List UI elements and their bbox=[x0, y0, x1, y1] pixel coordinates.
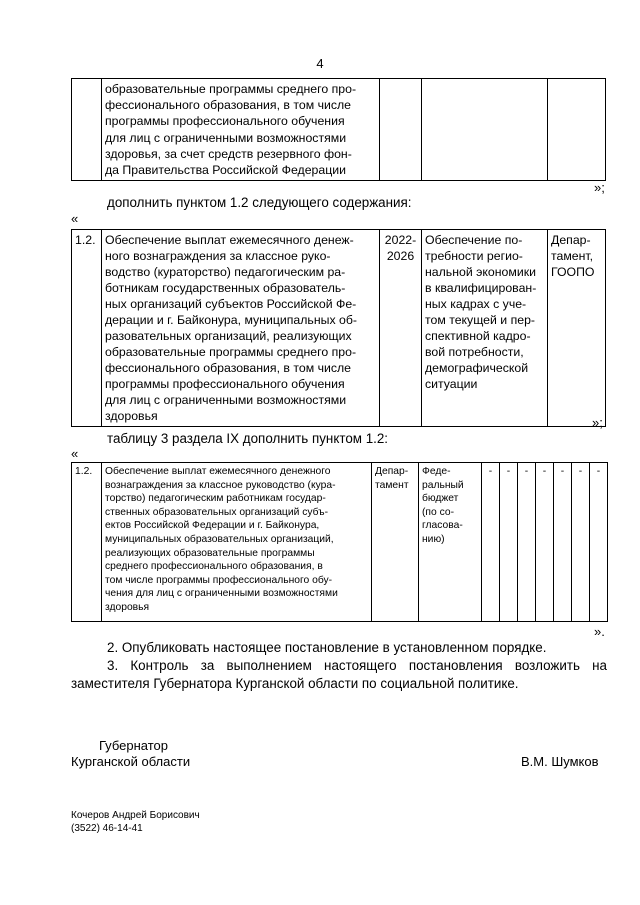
table-row bbox=[72, 79, 606, 181]
table-cell-number bbox=[72, 79, 102, 181]
resolution-item-3: 3. Контроль за выполнением настоящего постановления возложить на bbox=[107, 658, 607, 673]
signatory-name: В.М. Шумков bbox=[521, 754, 599, 769]
funding-source: Феде- ральный бюджет (по со- гласова- нию) bbox=[419, 463, 482, 622]
closing-quote: »; bbox=[594, 180, 605, 195]
measures-table bbox=[71, 229, 606, 427]
table-row bbox=[72, 463, 608, 622]
signatory-region: Курганской области bbox=[71, 754, 191, 769]
item-executor: Депар- тамент, ГООПО bbox=[548, 230, 606, 427]
funding-value: - bbox=[572, 463, 590, 622]
amendment-intro: таблицу 3 раздела IX дополнить пунктом 1.2: bbox=[107, 431, 389, 446]
item-description: Обеспечение выплат ежемесячного денежного вознаграждения за классное руководство (кура- торство) педагогическим работникам государ- ственных образовательных организаций субъ- ектов Российской Федерации и г. Байконура, муниципальных образовательных организаций, реализующих образовательные программы среднего профессионального образования, в том числе программы профессионального обу- чения для лиц с ограниченными возможностями здоровья bbox=[102, 463, 372, 622]
item-executor: Депар- тамент bbox=[372, 463, 419, 622]
funding-value: - bbox=[500, 463, 518, 622]
item-period: 2022- 2026 bbox=[380, 230, 422, 427]
item-expected-result: Обеспечение по- требности регио- нальной экономики в квалифицирован- ных кадрах с уче- том текущей и пер- спективной кадро- вой потребности, демографической ситуации bbox=[422, 230, 548, 427]
table-cell-executor bbox=[548, 79, 606, 181]
author-name: Кочеров Андрей Борисович bbox=[71, 810, 200, 821]
table-cell-period bbox=[380, 79, 422, 181]
resolution-item-3-continued: заместителя Губернатора Курганской области по социальной политике. bbox=[71, 676, 519, 691]
item-description: Обеспечение выплат ежемесячного денеж- ного вознаграждения за классное руко- водство (кураторство) педагогическим ра- ботникам государственных образователь- ных организаций субъектов Российской Фе- дерации и г. Байконура, муниципальных об- разовательных организаций, реализующих образовательные программы среднего про- фессионального образования, в том числе программы профессионального обучения для лиц с ограниченными возможностями здоровья bbox=[102, 230, 380, 427]
page-number: 4 bbox=[316, 56, 324, 71]
resolution-item-2: 2. Опубликовать настоящее постановление в установленном порядке. bbox=[107, 640, 547, 655]
item-number: 1.2. bbox=[72, 230, 102, 427]
funding-value: - bbox=[590, 463, 608, 622]
funding-value: - bbox=[482, 463, 500, 622]
opening-quote: « bbox=[71, 211, 79, 226]
continuation-table bbox=[71, 78, 606, 181]
item-number: 1.2. bbox=[72, 463, 102, 622]
financing-table bbox=[71, 462, 608, 622]
amendment-intro: дополнить пунктом 1.2 следующего содержания: bbox=[107, 195, 412, 210]
funding-value: - bbox=[536, 463, 554, 622]
signatory-title: Губернатор bbox=[99, 738, 168, 753]
table-cell-text: образовательные программы среднего про- фессионального образования, в том числе программы профессионального обучения для лиц с ограниченными возможностями здоровья, за счет средств резервного фон- да Правительства Российской Федерации bbox=[102, 79, 380, 181]
closing-quote: ». bbox=[594, 624, 605, 639]
funding-value: - bbox=[518, 463, 536, 622]
table-cell-result bbox=[422, 79, 548, 181]
table-row bbox=[72, 230, 606, 427]
closing-quote: »; bbox=[592, 415, 603, 430]
opening-quote: « bbox=[71, 446, 79, 461]
funding-value: - bbox=[554, 463, 572, 622]
author-phone: (3522) 46-14-41 bbox=[71, 823, 143, 834]
